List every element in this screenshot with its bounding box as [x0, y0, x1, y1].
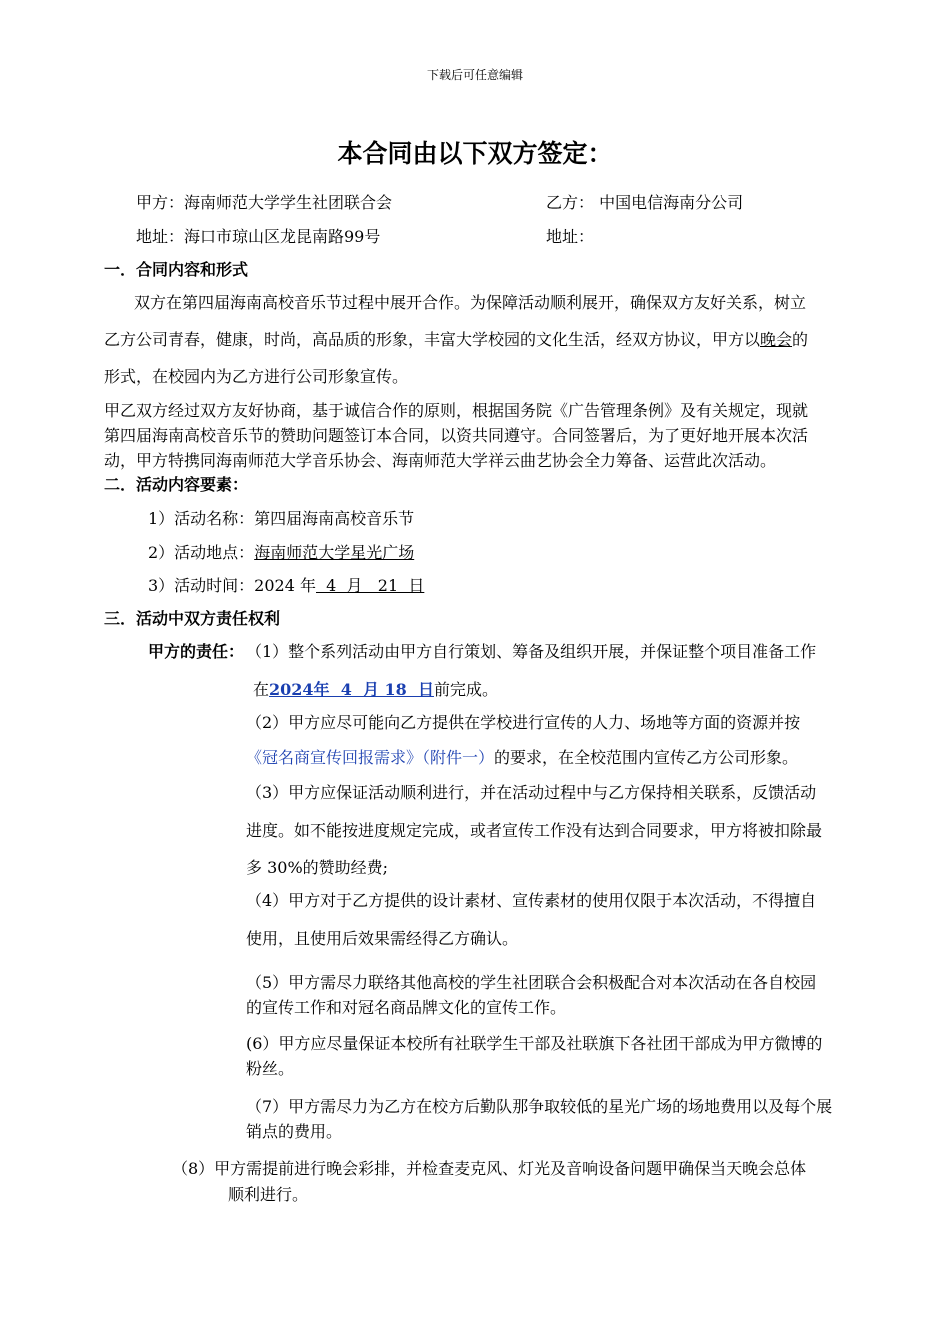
r1-deadline-date: 2024年 4 月 18 日: [269, 680, 434, 699]
s2-item-2-label: 2）活动地点：: [148, 543, 255, 562]
page-header-note: 下载后可任意编辑: [426, 68, 523, 82]
s1-p1-line2-underlined: 晚会: [760, 330, 793, 349]
section-2-heading: 二．活动内容要素：: [104, 475, 249, 494]
s2-item-3-value: 4 月 21 日: [316, 576, 425, 595]
r8-line2: 顺利进行。: [228, 1185, 309, 1204]
r2-line1: （2）甲方应尽可能向乙方提供在学校进行宣传的人力、场地等方面的资源并按: [246, 713, 801, 732]
party-a-responsibility-label: 甲方的责任：: [148, 642, 245, 661]
r7-line1: （7）甲方需尽力为乙方在校方后勤队那争取较低的星光广场的场地费用以及每个展: [246, 1097, 833, 1116]
r2-line2: [246, 745, 798, 768]
page-title: 本合同由以下双方签定：: [337, 139, 613, 168]
s1-p1-line2-b: 的: [792, 330, 809, 349]
section-1-heading: 一．合同内容和形式: [104, 260, 249, 279]
s1-p1-line2-a: 乙方公司青春，健康，时尚，高品质的形象，丰富大学校园的文化生活，经双方协议，甲方以: [104, 330, 761, 349]
r1-line2-a: 在: [253, 680, 270, 699]
section-3-heading: 三．活动中双方责任权利: [104, 609, 281, 628]
r2-attachment-link[interactable]: 《冠名商宣传回报需求》（附件一）: [246, 748, 495, 767]
party-a: 甲方：海南师范大学学生社团联合会: [136, 193, 393, 212]
r7-line2: 销点的费用。: [246, 1122, 343, 1141]
r8-line1: （8）甲方需提前进行晚会彩排，并检查麦克风、灯光及音响设备问题甲确保当天晚会总体: [172, 1159, 807, 1178]
address-b: 地址：: [546, 227, 595, 246]
s1-p2-line1: 甲乙双方经过双方友好协商，基于诚信合作的原则，根据国务院《广告管理条例》及有关规定，现就: [104, 401, 809, 420]
s2-item-3-label: 3）活动时间：2024 年: [148, 576, 316, 595]
r6-line1: (6）甲方应尽量保证本校所有社联学生干部及社联旗下各社团干部成为甲方微博的: [246, 1034, 823, 1053]
r4-line2: 使用，且使用后效果需经得乙方确认。: [246, 929, 519, 948]
r1-line2-b: 前完成。: [433, 680, 498, 699]
s1-p1-line1: 双方在第四届海南高校音乐节过程中展开合作。为保障活动顺利展开，确保双方友好关系，树立: [134, 293, 807, 312]
s1-p1-line3: 形式，在校园内为乙方进行公司形象宣传。: [104, 367, 409, 386]
address-a: 地址：海口市琼山区龙昆南路99号: [136, 227, 381, 246]
s2-item-2-value: 海南师范大学星光广场: [254, 543, 415, 562]
s2-item-2: [148, 540, 414, 563]
party-b: 乙方： 中国电信海南分公司: [546, 193, 744, 212]
r1-line2: [253, 677, 498, 700]
r5-line2: 的宣传工作和对冠名商品牌文化的宣传工作。: [246, 998, 567, 1017]
r5-line1: （5）甲方需尽力联络其他高校的学生社团联合会积极配合对本次活动在各自校园: [246, 973, 817, 992]
s2-item-3: [148, 573, 424, 596]
r6-line2: 粉丝。: [246, 1059, 295, 1078]
s1-p1-line2: [104, 327, 808, 350]
r3-line2: 进度。如不能按进度规定完成，或者宣传工作没有达到合同要求，甲方将被扣除最: [246, 821, 823, 840]
r1-line1: （1）整个系列活动由甲方自行策划、筹备及组织开展，并保证整个项目准备工作: [246, 642, 817, 661]
s1-p2-line3: 动，甲方特携同海南师范大学音乐协会、海南师范大学祥云曲艺协会全力筹备、运营此次活动。: [104, 451, 777, 470]
r3-line3: 多 30%的赞助经费;: [246, 858, 389, 877]
r3-line1: （3）甲方应保证活动顺利进行，并在活动过程中与乙方保持相关联系，反馈活动: [246, 783, 817, 802]
s2-item-1: 1）活动名称：第四届海南高校音乐节: [148, 509, 415, 528]
r4-line1: （4）甲方对于乙方提供的设计素材、宣传素材的使用仅限于本次活动，不得擅自: [246, 891, 817, 910]
s1-p2-line2: 第四届海南高校音乐节的赞助问题签订本合同，以资共同遵守。合同签署后，为了更好地开展本次活: [104, 426, 809, 445]
r2-line2-b: 的要求，在全校范围内宣传乙方公司形象。: [494, 748, 799, 767]
